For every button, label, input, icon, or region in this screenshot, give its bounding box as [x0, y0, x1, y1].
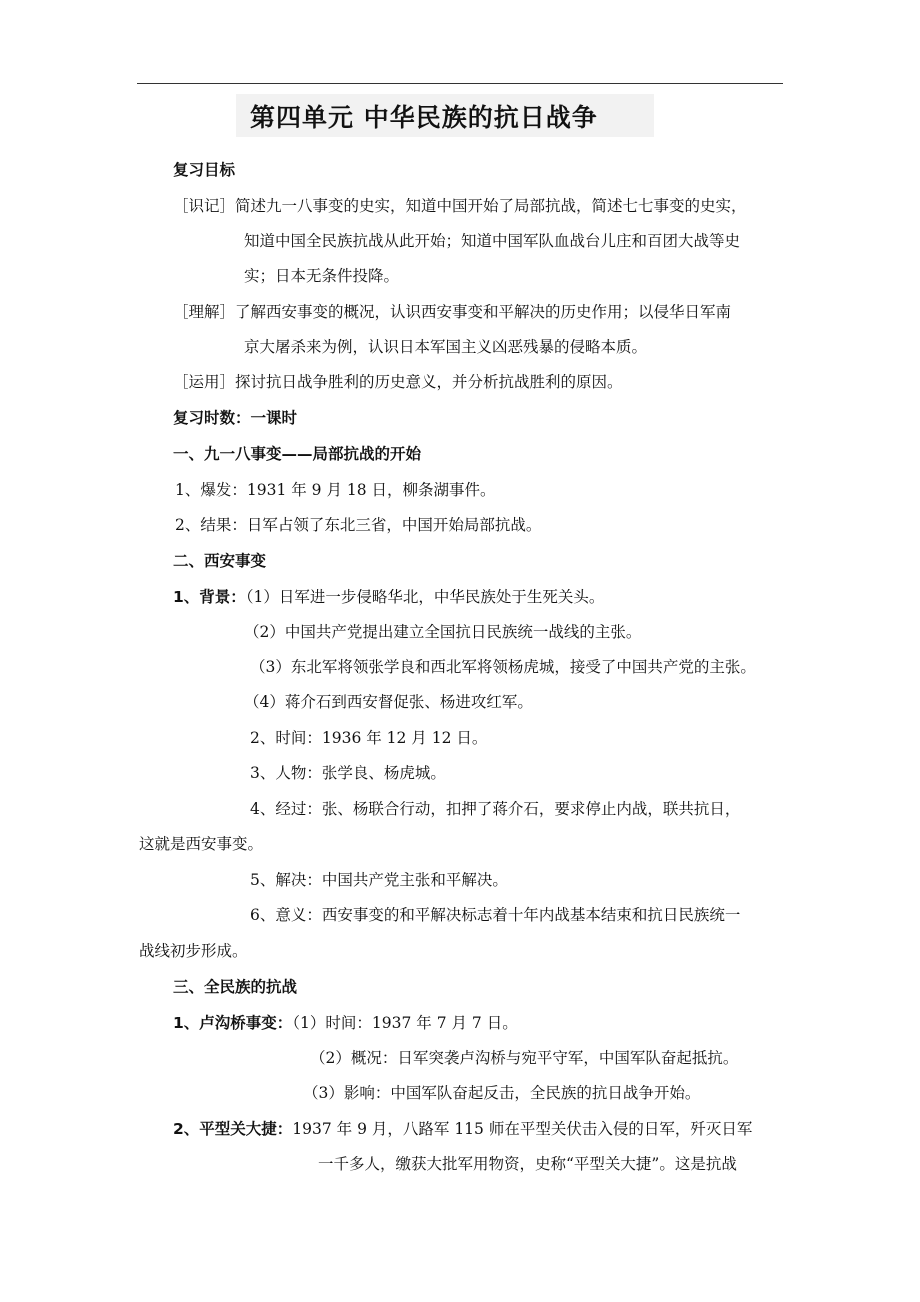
goal-remember-line2: 知道中国全民族抗战从此开始；知道中国军队血战台儿庄和百团大战等史	[244, 232, 741, 250]
section2-process-line2: 这就是西安事变。	[139, 835, 264, 853]
section3-heading: 三、全民族的抗战	[173, 978, 298, 996]
section2-bg4: （4）蒋介石到西安督促张、杨进攻红军。	[244, 693, 533, 711]
section2-time: 2、时间：1936 年 12 月 12 日。	[250, 729, 488, 747]
goal-remember-tag: ［识记］	[173, 197, 236, 215]
section2-meaning-line1: 6、意义：西安事变的和平解决标志着十年内战基本结束和抗日民族统一	[250, 906, 741, 924]
document-title: 第四单元 中华民族的抗日战争	[250, 103, 598, 132]
goal-remember-line1: 简述九一八事变的史实，知道中国开始了局部抗战，简述七七事变的史实，	[235, 197, 747, 215]
section2-people: 3、人物：张学良、杨虎城。	[250, 764, 446, 782]
section2-meaning-line2: 战线初步形成。	[139, 942, 248, 960]
goal-understand-line1: 了解西安事变的概况，认识西安事变和平解决的历史作用；以侵华日军南	[235, 303, 732, 321]
section3-pingxingguan	[173, 1118, 752, 1140]
goal-apply	[173, 371, 623, 393]
header-rule	[137, 83, 783, 84]
section3-lugou2: （2）概况：日军突袭卢沟桥与宛平守军，中国军队奋起抵抗。	[310, 1049, 739, 1067]
section3-lugou1: （1）时间：1937 年 7 月 7 日。	[292, 1014, 518, 1032]
section3-pxg-label: 2、平型关大捷：	[173, 1120, 293, 1138]
goal-understand	[173, 301, 731, 323]
goal-understand-line2: 京大屠杀来为例，认识日本军国主义凶恶残暴的侵略本质。	[244, 338, 648, 356]
goal-apply-tag: ［运用］	[173, 373, 236, 391]
goal-apply-line1: 探讨抗日战争胜利的历史意义，并分析抗战胜利的原因。	[235, 373, 623, 391]
section2-background	[173, 586, 604, 608]
section2-process-line1: 4、经过：张、杨联合行动，扣押了蒋介石，要求停止内战，联共抗日，	[250, 800, 741, 818]
section1-item2: 2、结果：日军占领了东北三省，中国开始局部抗战。	[175, 516, 542, 534]
section2-resolution: 5、解决：中国共产党主张和平解决。	[250, 871, 508, 889]
section2-bg1: （1）日军进一步侵略华北，中华民族处于生死关头。	[245, 588, 605, 606]
section3-lugou3: （3）影响：中国军队奋起反击，全民族的抗日战争开始。	[303, 1084, 701, 1102]
section2-bg3: （3）东北军将领张学良和西北军将领杨虎城，接受了中国共产党的主张。	[250, 658, 756, 676]
goal-understand-tag: ［理解］	[173, 303, 236, 321]
section3-lugou	[173, 1012, 518, 1034]
section3-pxg-line1: 1937 年 9 月，八路军 115 师在平型关伏击入侵的日军，歼灭日军	[292, 1120, 753, 1138]
section3-lugou-label: 1、卢沟桥事变：	[173, 1014, 293, 1032]
review-goals-heading: 复习目标	[173, 161, 236, 179]
section1-heading: 一、九一八事变——局部抗战的开始	[173, 445, 422, 463]
section2-heading: 二、西安事变	[173, 552, 267, 570]
section2-background-label: 1、背景：	[173, 588, 246, 606]
review-hours: 复习时数：一课时	[173, 409, 298, 427]
section3-pxg-line2: 一千多人，缴获大批军用物资，史称“平型关大捷”。这是抗战	[318, 1155, 737, 1173]
section2-bg2: （2）中国共产党提出建立全国抗日民族统一战线的主张。	[244, 623, 642, 641]
goal-remember-line3: 实；日本无条件投降。	[244, 267, 400, 285]
section1-item1: 1、爆发：1931 年 9 月 18 日，柳条湖事件。	[175, 481, 496, 499]
goal-remember	[173, 195, 747, 217]
